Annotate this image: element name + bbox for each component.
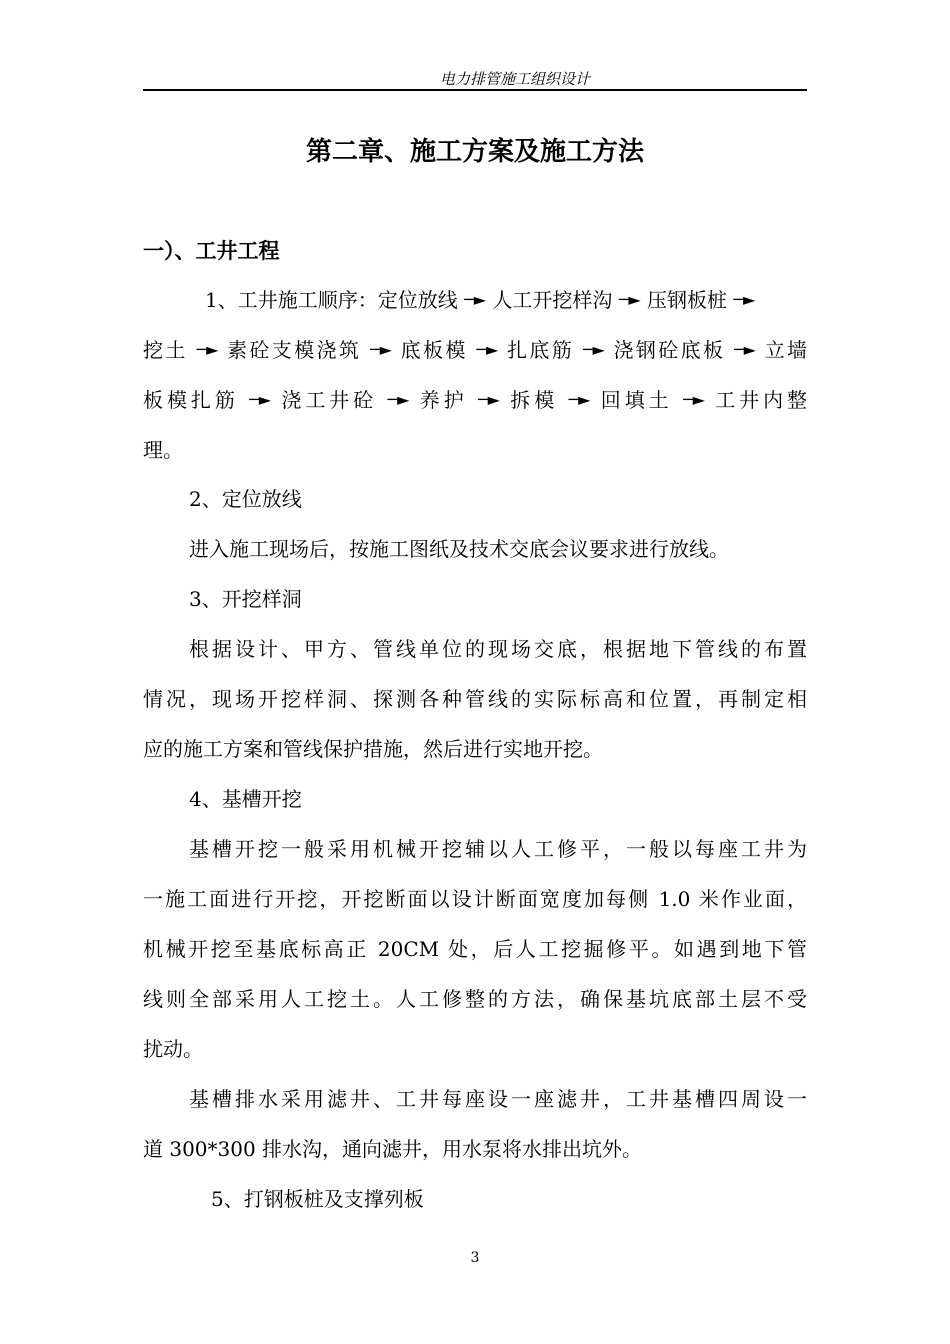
arrow-icon: ─► bbox=[369, 340, 392, 359]
sequence-step: 浇工井砼 bbox=[281, 388, 378, 412]
sequence-line-1 bbox=[143, 285, 807, 317]
arrow-icon: ─► bbox=[476, 340, 499, 359]
sequence-step: 回填土 bbox=[600, 388, 673, 412]
arrow-icon: ─► bbox=[582, 340, 605, 359]
arrow-icon: ─► bbox=[464, 290, 487, 309]
arrow-icon: ─► bbox=[682, 390, 705, 409]
paragraph-line: 基槽排水采用滤井、工井每座设一座滤井，工井基槽四周设一 bbox=[189, 1087, 807, 1111]
subheading-2: 2、定位放线 bbox=[189, 487, 302, 511]
chapter-title: 第二章、施工方案及施工方法 bbox=[305, 137, 644, 167]
subheading-3: 3、开挖样洞 bbox=[189, 587, 302, 611]
arrow-icon: ─► bbox=[618, 290, 641, 309]
paragraph-line: 根据设计、甲方、管线单位的现场交底，根据地下管线的布置 bbox=[189, 637, 807, 661]
arrow-icon: ─► bbox=[387, 390, 410, 409]
running-header: 电力排管施工组织设计 bbox=[439, 70, 590, 88]
page-number: 3 bbox=[470, 1250, 480, 1266]
arrow-icon: ─► bbox=[478, 390, 500, 409]
arrow-icon: ─► bbox=[733, 290, 756, 309]
subheading-5: 5、打钢板桩及支撑列板 bbox=[211, 1187, 424, 1211]
paragraph-line: 一施工面进行开挖，开挖断面以设计断面宽度加每侧 1.0 米作业面， bbox=[143, 887, 807, 911]
sequence-step: 挖土 bbox=[143, 338, 188, 362]
paragraph-line: 线则全部采用人工挖土。人工修整的方法，确保基坑底部土层不受 bbox=[143, 987, 807, 1011]
sequence-step: 扎底筋 bbox=[507, 338, 575, 362]
paragraph-line: 应的施工方案和管线保护措施，然后进行实地开挖。 bbox=[143, 737, 603, 761]
sequence-line-4: 理。 bbox=[143, 438, 183, 462]
subheading-4: 4、基槽开挖 bbox=[189, 787, 302, 811]
sequence-step: 人工开挖样沟 bbox=[492, 288, 613, 312]
arrow-icon: ─► bbox=[734, 340, 756, 359]
sequence-step: 底板模 bbox=[400, 338, 468, 362]
arrow-icon: ─► bbox=[249, 390, 272, 409]
section-heading: 一）、工井工程 bbox=[143, 238, 280, 263]
arrow-icon: ─► bbox=[568, 390, 591, 409]
paragraph-line: 进入施工现场后，按施工图纸及技术交底会议要求进行放线。 bbox=[189, 537, 729, 561]
sequence-step: 立墙 bbox=[764, 338, 808, 362]
paragraph-line: 扰动。 bbox=[143, 1037, 203, 1061]
sequence-line-3 bbox=[143, 385, 807, 417]
paragraph-line: 基槽开挖一般采用机械开挖辅以人工修平，一般以每座工井为 bbox=[189, 837, 807, 861]
sequence-step: 压钢板桩 bbox=[647, 288, 728, 312]
sequence-step: 养护 bbox=[419, 388, 468, 412]
sequence-step: 板模扎筋 bbox=[143, 388, 239, 412]
header-rule bbox=[143, 89, 807, 91]
sequence-step: 素砼支模浇筑 bbox=[227, 338, 362, 362]
paragraph-line: 机械开挖至基底标高正 20CM 处，后人工挖掘修平。如遇到地下管 bbox=[143, 937, 807, 961]
sequence-line-2 bbox=[143, 335, 807, 367]
sequence-step: 拆模 bbox=[510, 388, 559, 412]
sequence-step: 浇钢砼底板 bbox=[613, 338, 726, 362]
paragraph-line: 情况，现场开挖样洞、探测各种管线的实际标高和位置，再制定相 bbox=[143, 687, 807, 711]
arrow-icon: ─► bbox=[196, 340, 219, 359]
sequence-step: 工井内整 bbox=[715, 388, 808, 412]
sequence-lead: 1、工井施工顺序：定位放线 bbox=[205, 288, 458, 312]
paragraph-line: 道 300*300 排水沟，通向滤井，用水泵将水排出坑外。 bbox=[143, 1137, 643, 1161]
